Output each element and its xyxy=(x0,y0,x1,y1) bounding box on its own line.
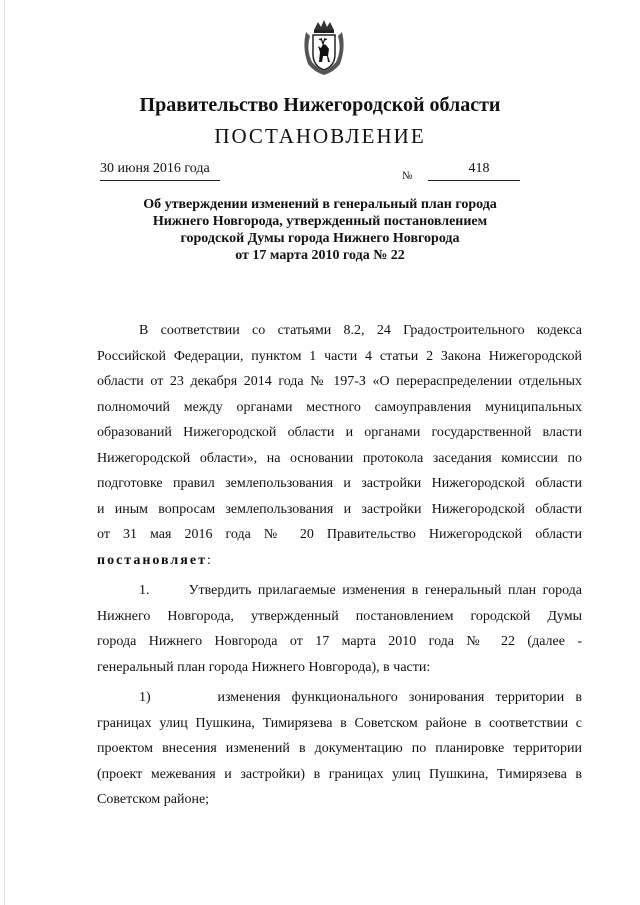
body-line: Российской Федерации, пунктом 1 части 4 статьи 2 Закона Нижегородской xyxy=(97,348,582,364)
document-subject xyxy=(0,196,640,264)
body-line: В соответствии со статьями 8.2, 24 Градостроительного кодекса xyxy=(139,323,582,338)
subitem-line: границах улиц Пушкина, Тимирязева в Советском районе в соответствии с xyxy=(97,715,582,731)
decree-word: постановляет xyxy=(97,552,207,568)
subitem-line: Советском районе; xyxy=(97,792,210,807)
subject-line: Нижнего Новгорода, утвержденный постановлением xyxy=(152,214,488,229)
item-line: генеральный план города Нижнего Новгорода), в части: xyxy=(97,659,431,675)
item-line: Нижнего Новгорода, утвержденный постановлением городской Думы xyxy=(97,608,582,624)
government-name: Правительство Нижегородской области xyxy=(139,94,501,116)
body-line: и иным вопросам землепользования и застройки Нижегородской области xyxy=(97,501,582,517)
subitem-line: проектом внесения изменений в документацию по планировке территории xyxy=(97,741,582,756)
subject-line: Об утверждении изменений в генеральный план города xyxy=(143,197,497,212)
decree-line xyxy=(97,548,582,574)
subitem-line: (проект межевания и застройки) в границах улиц Пушкина, Тимирязева в xyxy=(97,766,582,782)
body-line: подготовке правил землепользования и застройки Нижегородской области xyxy=(97,476,582,491)
item-line: 1. Утвердить прилагаемые изменения в генеральный план города xyxy=(139,583,582,598)
document-date: 30 июня 2016 года xyxy=(100,161,210,176)
decree-colon: : xyxy=(206,552,211,568)
subitem-line: 1) изменения функционального зонирования территории в xyxy=(139,690,582,705)
number-sign: № xyxy=(402,170,413,182)
coat-of-arms-icon xyxy=(300,18,348,78)
body-line: от 31 мая 2016 года № 20 Правительство Нижегородской области xyxy=(97,527,582,542)
item-line: города Нижнего Новгорода от 17 марта 2010 года № 22 (далее - xyxy=(97,634,582,649)
document-number: 418 xyxy=(468,161,490,176)
document-body xyxy=(97,318,582,813)
document-type: ПОСТАНОВЛЕНИЕ xyxy=(214,124,426,148)
body-line: Нижегородской области», на основании протокола заседания комиссии по xyxy=(97,450,582,466)
body-line: области от 23 декабря 2014 года № 197-З «О перераспределении отдельных xyxy=(97,374,582,389)
body-line: образований Нижегородской области и органами государственной власти xyxy=(97,425,582,440)
subject-line: от 17 марта 2010 года № 22 xyxy=(235,248,405,263)
date-underline xyxy=(100,180,220,181)
subject-line: городской Думы города Нижнего Новгорода xyxy=(180,231,460,246)
number-underline xyxy=(428,180,520,181)
body-line: полномочий между органами местного самоуправления муниципальных xyxy=(97,399,582,415)
